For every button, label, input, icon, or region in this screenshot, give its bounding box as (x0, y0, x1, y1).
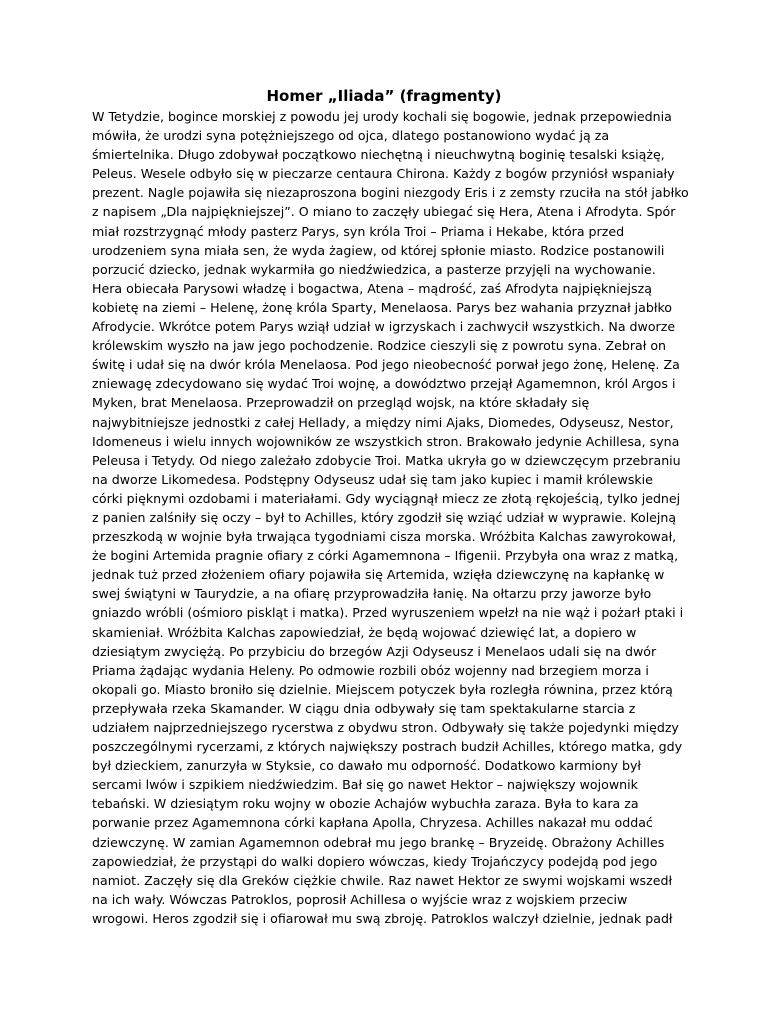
body-text-line: córki pięknymi ozdobami i materiałami. Gdy wyciągnął miecz ze złotą rękojeścią, tylko jednej (92, 490, 681, 506)
body-text-line: skamieniał. Wróżbita Kalchas zapowiedział, że będą wojować dziewięć lat, a dopiero w (92, 624, 637, 640)
body-text-line: poszczególnymi rycerzami, z których największy postrach budził Achilles, którego matka, gdy (92, 739, 683, 755)
body-text-line: zniewagę zdecydowano się wydać Troi wojnę, a dowództwo przejął Agamemnon, król Argos i (92, 376, 676, 392)
body-text-line: tebański. W dziesiątym roku wojny w obozie Achajów wybuchła zaraza. Była to kara za (92, 796, 639, 812)
body-text-line: udziałem najprzedniejszego rycerstwa z obydwu stron. Odbywały się także pojedynki między (92, 720, 679, 735)
body-text-line: sercami lwów i szpikiem niedźwiedzim. Bał się go nawet Hektor – największy wojownik (92, 777, 638, 793)
body-text-line: porzucić dziecko, jednak wykarmiła go niedźwiedzica, a pasterze przyjęli na wychowanie. (92, 261, 656, 277)
body-text-line: królewskim wyszło na jaw jego pochodzenie. Rodzice cieszyli się z powrotu syna. Zebrał on (92, 338, 667, 354)
body-text-line: namiot. Zaczęły się dla Greków ciężkie chwile. Raz nawet Hektor ze swymi wojskami wszedł (92, 872, 673, 888)
body-text-line: Myken, brat Menelaosa. Przeprowadził on przegląd wojsk, na które składały się (92, 395, 590, 411)
body-text-line: przepływała rzeka Skamander. W ciągu dnia odbywały się tam spektakularne starcia z (92, 700, 636, 716)
body-text-line: świtę i udał się na dwór króla Menelaosa. Pod jego nieobecność porwał jego żonę, Helenę. Za (92, 357, 680, 373)
document-body (92, 107, 692, 928)
body-text-line: z panien zalśniły się oczy – był to Achilles, który zgodził się wziąć udział w wyprawie. Kolejną (92, 509, 677, 525)
body-text-line: Peleusa i Tetydy. Od niego zależało zdobycie Troi. Matka ukryła go w dziewczęcym przebraniu (92, 452, 681, 468)
body-text-line: na dworze Likomedesa. Podstępny Odyseusz udał się tam jako kupiec i mamił królewskie (92, 471, 653, 487)
body-text-line: dziesiątym zwyciężą. Po przybiciu do brzegów Azji Odyseusz i Menelaos udali się na dwór (92, 643, 657, 659)
body-text-line: miał rozstrzygnąć młody pasterz Parys, syn króla Troi – Priama i Hekabe, która przed (92, 223, 625, 239)
body-text-line: Afrodycie. Wkrótce potem Parys wziął udział w igrzyskach i zachwycił wszystkich. Na dworze (92, 319, 676, 335)
body-text-line: wrogowi. Heros zgodził się i ofiarował mu swą zbroję. Patroklos walczył dzielnie, jednak padł (92, 910, 673, 926)
body-text-line: gniazdo wróbli (ośmioro piskląt i matka). Przed wyruszeniem wpełzł na nie wąż i pożarł ptaki i (92, 605, 684, 621)
body-text-line: prezent. Nagle pojawiła się niezaproszona bogini niezgody Eris i z zemsty rzuciła na stół jabłko (92, 185, 689, 201)
body-text-line: okopali go. Miasto broniło się dzielnie. Miejscem potyczek była rozległa równina, przez którą (92, 681, 673, 697)
body-text-line: urodzeniem syna miała sen, że wyda żagiew, od której spłonie miasto. Rodzice postanowili (92, 242, 665, 258)
body-text-line: śmiertelnika. Długo zdobywał początkowo niechętną i nieuchwytną boginię tesalski książę, (92, 147, 665, 163)
body-text-line: na ich wały. Wówczas Patroklos, poprosił Achillesa o wyjście wraz z wojskiem przeciw (92, 891, 628, 907)
body-text-line: najwybitniejsze jednostki z całej Hellady, a między nimi Ajaks, Diomedes, Odyseusz, Nestor, (92, 414, 674, 430)
body-text-line: jednak tuż przed złożeniem ofiary pojawiła się Artemida, wzięła dziewczynę na kapłankę w (92, 567, 665, 583)
body-text-line: był dzieckiem, zanurzyła w Styksie, co dawało mu odporność. Dodatkowo karmiony był (92, 758, 641, 774)
body-text-line: swej świątyni w Taurydzie, a na ofiarę przyprowadziła łanię. Na ołtarzu przy jaworze było (92, 586, 652, 602)
body-text-line: Idomeneus i wielu innych wojowników ze wszystkich stron. Brakowało jedynie Achillesa, syna (92, 433, 680, 449)
body-text-line: Peleus. Wesele odbyło się w pieczarze centaura Chirona. Każdy z bogów przyniósł wspaniały (92, 166, 675, 182)
body-text-line: z napisem „Dla najpiękniejszej”. O miano to zaczęły ubiegać się Hera, Atena i Afrodyta. Spór (92, 204, 676, 220)
body-text-line: W Tetydzie, bogince morskiej z powodu jej urody kochali się bogowie, jednak przepowiednia (92, 109, 672, 124)
body-text-line: porwanie przez Agamemnona córki kapłana Apolla, Chryzesa. Achilles nakazał mu oddać (92, 815, 653, 831)
body-text-line: zapowiedział, że przystąpi do walki dopiero wówczas, kiedy Trojańczycy podejdą pod jego (92, 853, 658, 869)
body-text-line: że bogini Artemida pragnie ofiary z córki Agamemnona – Ifigenii. Przybyła ona wraz z matką, (92, 548, 679, 564)
body-text-line: dziewczynę. W zamian Agamemnon odebrał mu jego brankę – Bryzeidę. Obrażony Achilles (92, 834, 665, 850)
body-text-line: przeszkodą w wojnie była trwająca tygodniami cisza morska. Wróżbita Kalchas zawyrokował, (92, 529, 677, 545)
body-text-line: kobietę na ziemi – Helenę, żonę króla Sparty, Menelaosa. Parys bez wahania przyznał jabłko (92, 299, 672, 315)
body-text-line: mówiła, że urodzi syna potężniejszego od ojca, dlatego postanowiono wydać ją za (92, 128, 610, 144)
document-title: Homer „Iliada” (fragmenty) (266, 87, 502, 105)
body-text-line: Hera obiecała Parysowi władzę i bogactwa, Atena – mądrość, zaś Afrodyta najpiękniejszą (92, 280, 652, 296)
body-text-line: Priama żądając wydania Heleny. Po odmowie rozbili obóz wojenny nad brzegiem morza i (92, 662, 649, 678)
